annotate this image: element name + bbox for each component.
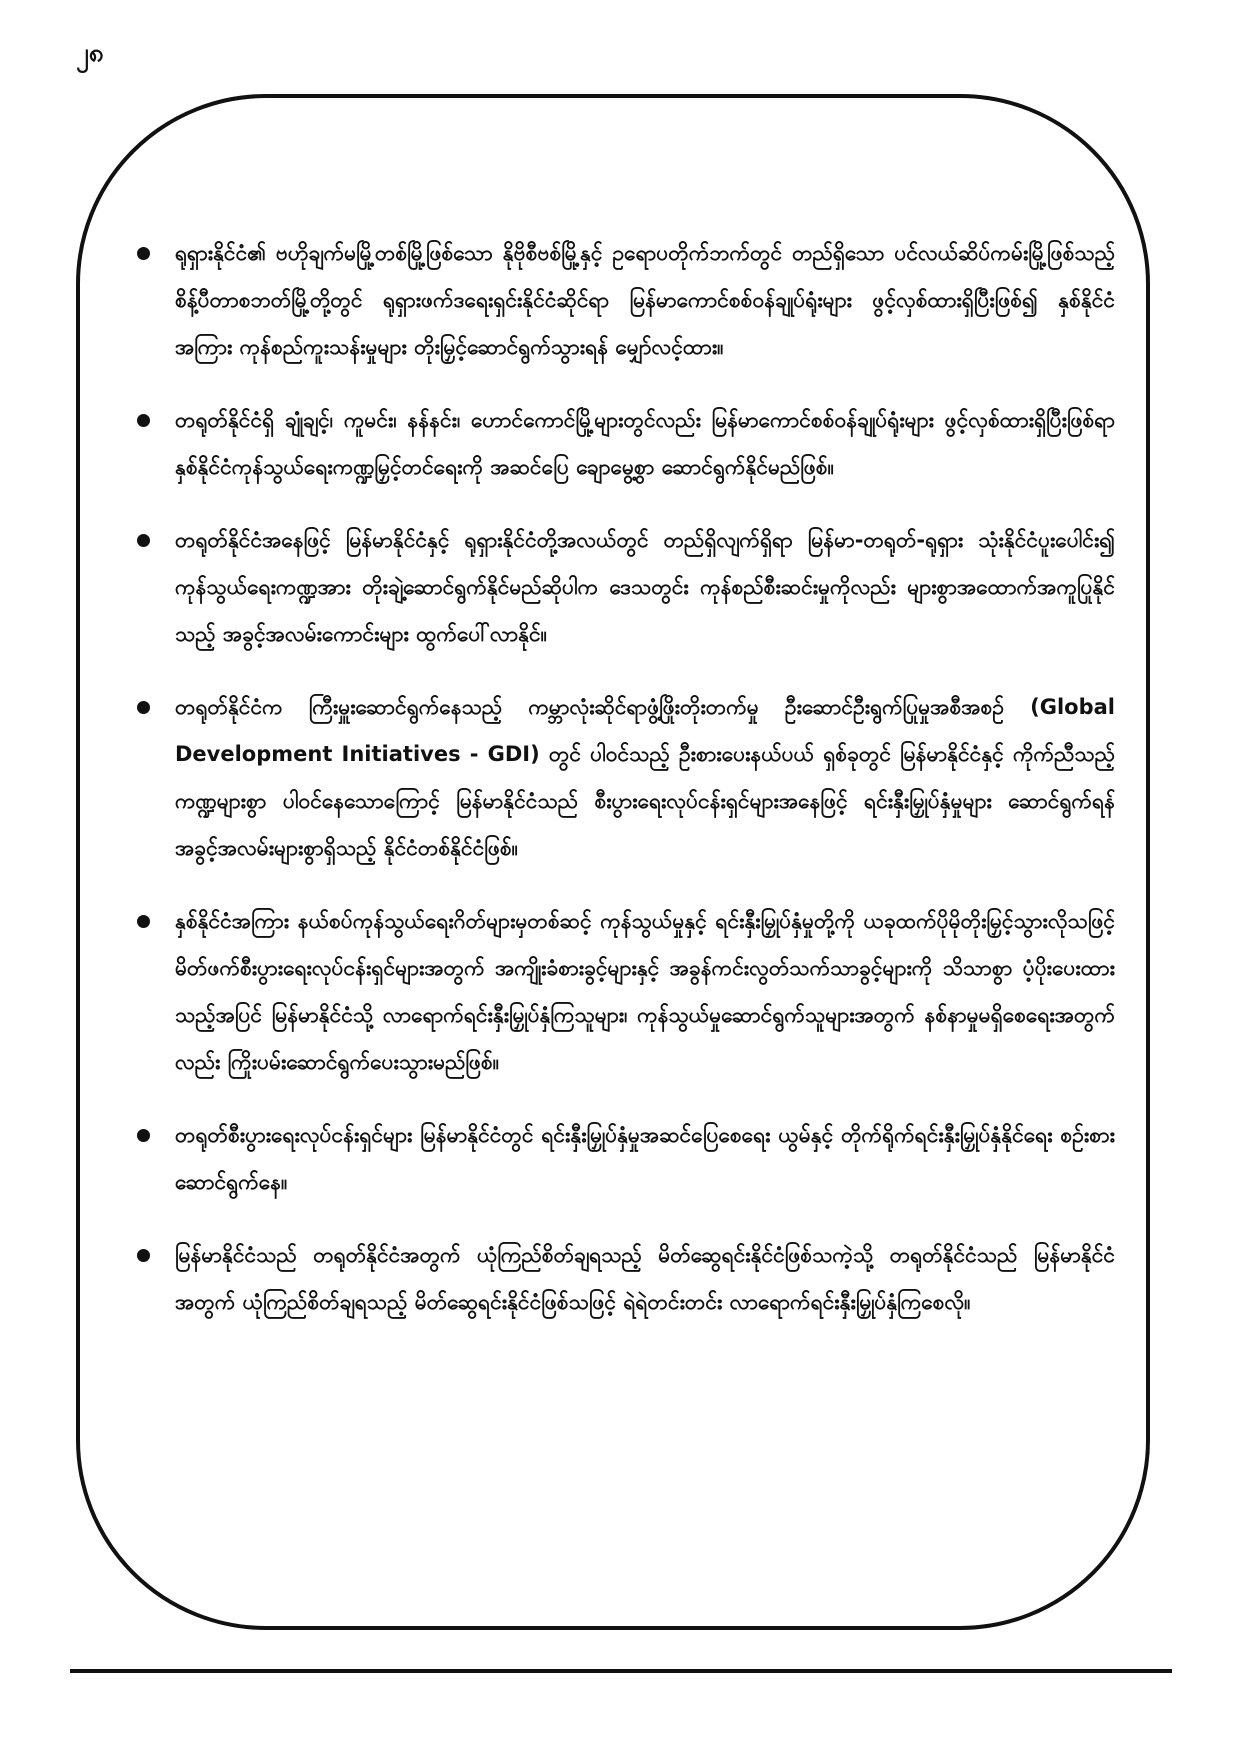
bullet-dot-icon	[137, 915, 150, 928]
page-number: ၂၈	[76, 38, 104, 68]
bullet-item	[133, 1232, 1115, 1326]
bullet-dot-icon	[137, 1249, 150, 1262]
bullet-list	[133, 230, 1115, 1352]
bullet-dot-icon	[137, 534, 150, 547]
bullet-item	[133, 898, 1115, 1086]
bullet-text: နှစ်နိုင်ငံအကြား နယ်စပ်ကုန်သွယ်ရေးဂိတ်များမှတစ်ဆင့် ကုန်သွယ်မှုနှင့် ရင်းနှီးမြှုပ်နှံမှုတို့ကို ယခုထက်ပိုမိုတိုးမြှင့်သွားလိုသဖြင့် မိတ်ဖက်စီးပွားရေးလုပ်ငန်းရှင်များအတွက် အကျိုးခံစားခွင့်များနှင့် အခွန်ကင်းလွတ်သက်သာခွင့်များကို သိသာစွာ ပံ့ပိုးပေးထားသည့်အပြင် မြန်မာနိုင်ငံသို့ လာရောက်ရင်းနှီးမြှုပ်နှံကြသူများ၊ ကုန်သွယ်မှုဆောင်ရွက်သူများအတွက် နစ်နာမှုမရှိစေရေးအတွက်လည်း ကြိုးပမ်းဆောင်ရွက်ပေးသွားမည်ဖြစ်။	[175, 909, 1115, 1074]
bullet-dot-icon	[137, 1129, 150, 1142]
bullet-text: ရုရှားနိုင်ငံ၏ ဗဟိုချက်မမြို့တစ်မြို့ဖြစ်သော နိုဗိုစီဗစ်မြို့နှင့် ဥရောပတိုက်ဘက်တွင် တည်ရှိသော ပင်လယ်ဆိပ်ကမ်းမြို့ဖြစ်သည့် စိန့်ပီတာစဘတ်မြို့တို့တွင် ရုရှားဖက်ဒရေးရှင်းနိုင်ငံဆိုင်ရာ မြန်မာကောင်စစ်ဝန်ချုပ်ရုံးများ ဖွင့်လှစ်ထားရှိပြီးဖြစ်၍ နှစ်နိုင်ငံအကြား ကုန်စည်ကူးသန်းမှုများ တိုးမြှင့်ဆောင်ရွက်သွားရန် မျှော်လင့်ထား။	[175, 241, 1115, 359]
bullet-text: တရုတ်နိုင်ငံအနေဖြင့် မြန်မာနိုင်ငံနှင့် ရုရှားနိုင်ငံတို့အလယ်တွင် တည်ရှိလျက်ရှိရာ မြန်မာ-တရုတ်-ရုရှား သုံးနိုင်ငံပူးပေါင်း၍ ကုန်သွယ်ရေးကဏ္ဍအား တိုးချဲ့ဆောင်ရွက်နိုင်မည်ဆိုပါက ဒေသတွင်း ကုန်စည်စီးဆင်းမှုကိုလည်း များစွာအထောက်အကူပြုနိုင်သည့် အခွင့်အလမ်းကောင်းများ ထွက်ပေါ်လာနိုင်။	[175, 528, 1115, 646]
bullet-item	[133, 1112, 1115, 1206]
bullet-dot-icon	[137, 701, 150, 714]
bullet-item	[133, 230, 1115, 371]
bullet-dot-icon	[137, 247, 150, 260]
bullet-text: တရုတ်နိုင်ငံက ကြီးမှူးဆောင်ရွက်နေသည့် ကမ္ဘာလုံးဆိုင်ရာဖွံ့ဖြိုးတိုးတက်မှု ဦးဆောင်ဦးရွက်ပြုမှုအစီအစဉ် (Global Development Initiatives - GDI) တွင် ပါဝင်သည့် ဦးစားပေးနယ်ပယ် ရှစ်ခုတွင် မြန်မာနိုင်ငံနှင့် ကိုက်ညီသည့် ကဏ္ဍများစွာ ပါဝင်နေသောကြောင့် မြန်မာနိုင်ငံသည် စီးပွားရေးလုပ်ငန်းရှင်များအနေဖြင့် ရင်းနှီးမြှုပ်နှံမှုများ ဆောင်ရွက်ရန် အခွင့်အလမ်းများစွာရှိသည့် နိုင်ငံတစ်နိုင်ငံဖြစ်။	[175, 695, 1115, 860]
bullet-text: တရုတ်စီးပွားရေးလုပ်ငန်းရှင်များ မြန်မာနိုင်ငံတွင် ရင်းနှီးမြှုပ်နှံမှုအဆင်ပြေစေရေး ယွမ်နှင့် တိုက်ရိုက်ရင်းနှီးမြှုပ်နှံနိုင်ရေး စဉ်းစားဆောင်ရွက်နေ။	[175, 1123, 1115, 1194]
bullet-text: တရုတ်နိုင်ငံရှိ ချုံချင့်၊ ကူမင်း၊ နန်နင်း၊ ဟောင်ကောင်မြို့များတွင်လည်း မြန်မာကောင်စစ်ဝန်ချုပ်ရုံးများ ဖွင့်လှစ်ထားရှိပြီးဖြစ်ရာ နှစ်နိုင်ငံကုန်သွယ်ရေးကဏ္ဍမြှင့်တင်ရေးကို အဆင်ပြေ ချောမွေ့စွာ ဆောင်ရွက်နိုင်မည်ဖြစ်။	[175, 408, 1115, 479]
bullet-item	[133, 517, 1115, 658]
bullet-dot-icon	[137, 414, 150, 427]
bullet-text: မြန်မာနိုင်ငံသည် တရုတ်နိုင်ငံအတွက် ယုံကြည်စိတ်ချရသည့် မိတ်ဆွေရင်းနိုင်ငံဖြစ်သကဲ့သို့ တရုတ်နိုင်ငံသည် မြန်မာနိုင်ငံအတွက် ယုံကြည်စိတ်ချရသည့် မိတ်ဆွေရင်းနိုင်ငံဖြစ်သဖြင့် ရဲရဲတင်းတင်း လာရောက်ရင်းနှီးမြှုပ်နှံကြစေလို။	[175, 1243, 1115, 1314]
bullet-item	[133, 397, 1115, 491]
bullet-item	[133, 684, 1115, 872]
bottom-rule	[70, 1669, 1172, 1673]
